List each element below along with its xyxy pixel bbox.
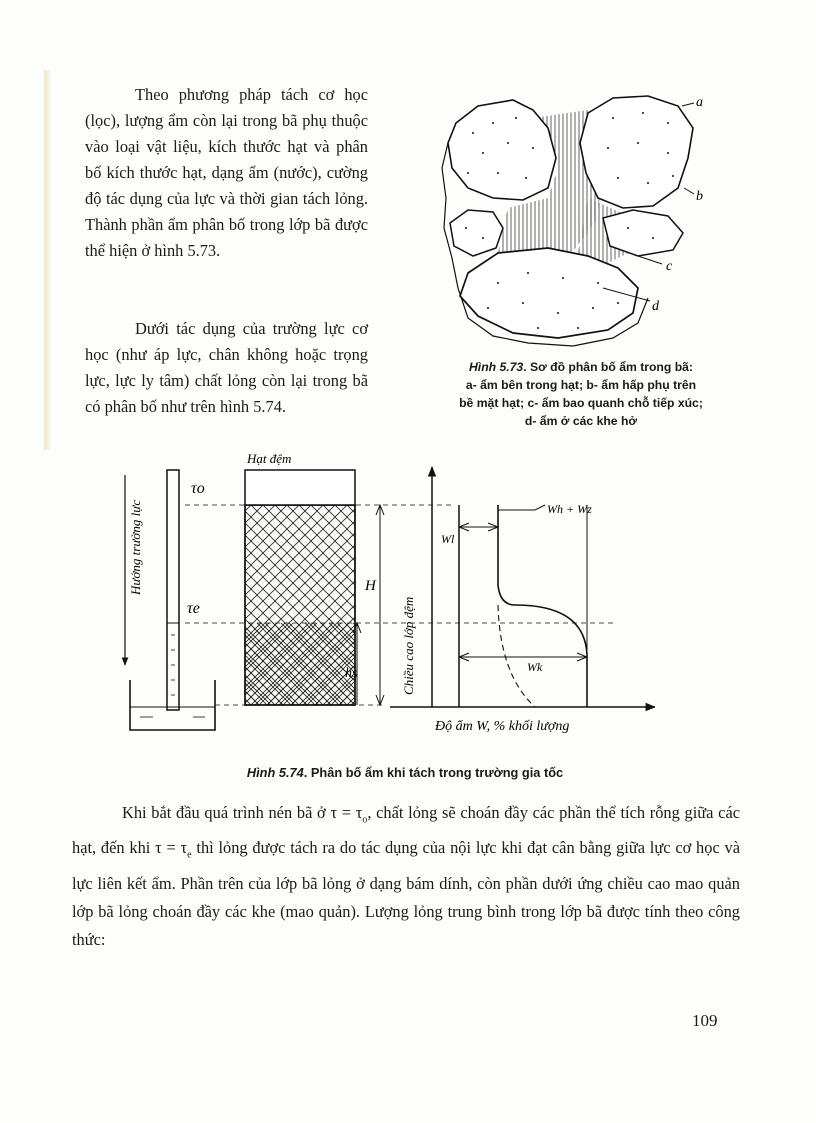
figure-5-73 [438, 88, 708, 353]
caption-5-74-label: Hình 5.74 [246, 765, 304, 780]
H-label: H [365, 578, 376, 594]
caption-5-74-title: . Phân bố ẩm khi tách trong trường gia tốc [303, 765, 564, 780]
caption-figure-5-74 [120, 764, 690, 782]
label-a: a [696, 95, 703, 110]
tau-o-label: τo [191, 480, 205, 497]
bed-height-label: Chiều cao lớp đệm [401, 596, 416, 695]
p3-part-c: thì lỏng được tách ra do tác dụng của nội lực khi đạt cân bằng giữa lực cơ học và lực liên kết ẩm. Phần trên của lớp bã lỏng ở dạng bám dính, còn phần dưới ứng chiều cao mao quản lớp bã lỏng choán đầy các khe (mao quản). Lượng lỏng trung bình trong lớp bã được tính theo công thức: [72, 838, 740, 950]
moisture-curve [498, 505, 587, 707]
p3-part-b: , chất lỏng sẽ choán đầy các phần thể tích rỗng giữa các hạt, đến khi τ = τ [72, 803, 740, 858]
p3-sub-e: e [187, 849, 192, 861]
tau-e-label: τe [187, 600, 200, 617]
Wh-Wz-label: Wh + Wz [547, 502, 592, 516]
page-edge-shadow [44, 70, 52, 450]
packing-label: Hạt đệm [247, 451, 292, 466]
beaker [130, 680, 215, 730]
capillary-tube [167, 470, 179, 710]
label-d: d [652, 299, 659, 314]
Wl-label: Wl [441, 532, 455, 546]
p3-part-a: Khi bắt đầu quá trình nén bã ở τ = τ [122, 803, 363, 822]
caption-5-73-line3: bề mặt hạt; c- ẩm bao quanh chỗ tiếp xúc; [459, 396, 703, 410]
grain-top-right [580, 96, 693, 208]
figure-5-74 [95, 445, 655, 750]
caption-5-73-title: . Sơ đồ phân bố ẩm trong bã: [523, 360, 693, 374]
caption-figure-5-73 [382, 358, 780, 430]
caption-5-73-line2: a- ẩm bên trong hạt; b- ẩm hấp phụ trên [465, 378, 697, 392]
grain-bottom [460, 248, 638, 338]
paragraph-mechanical-separation: Theo phương pháp tách cơ học (lọc), lượng ẩm còn lại trong bã phụ thuộc vào loại vật liệu, kích thước hạt và phân bố kích thước hạt, dạng ẩm (nước), cường độ tác dụng của lực và thời gian tách lỏng. Thành phần ẩm phân bố trong lớp bã được thể hiện ở hình 5.73. [85, 85, 368, 260]
label-c: c [666, 259, 673, 274]
Wk-label: Wk [527, 660, 543, 674]
label-b: b [696, 189, 703, 204]
force-direction-label: Hướng trường lực [128, 499, 143, 595]
moisture-axis-label: Độ ẩm W, % khối lượng [435, 719, 570, 734]
hs-label: hs [345, 666, 358, 681]
grain-top-left [448, 100, 556, 200]
page-number: 109 [692, 1011, 718, 1030]
p3-sub-o: o [362, 814, 368, 826]
paragraph-compression-process [72, 799, 740, 955]
caption-5-73-label: Hình 5.73 [469, 360, 524, 374]
paragraph-force-field: Dưới tác dụng của trường lực cơ học (như áp lực, chân không hoặc trọng lực, lực ly tâm) chất lỏng còn lại trong bã có phân bố như trên hình 5.74. [85, 319, 368, 416]
caption-5-73-line4: d- ẩm ở các khe hở [524, 414, 638, 428]
